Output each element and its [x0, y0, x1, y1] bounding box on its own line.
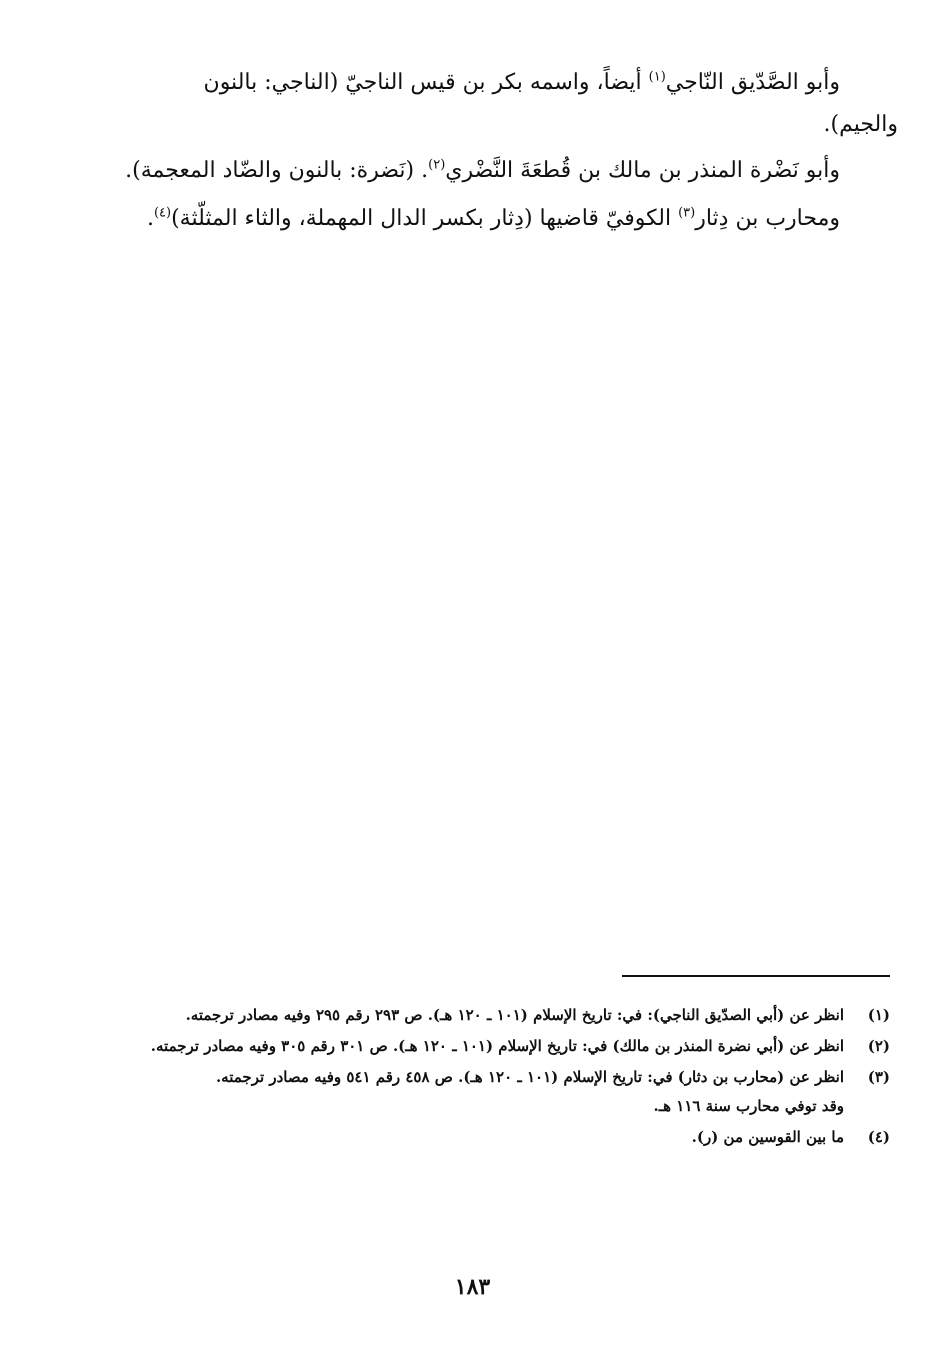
footnote-ref-4: (٤) — [153, 205, 172, 221]
footnotes — [88, 1002, 890, 1155]
footnote-text: انظر عن (محارب بن دثار) في: تاريخ الإسلام (١٠١ ـ ١٢٠ هـ). ص ٤٥٨ رقم ٥٤١ وفيه مصادر ترجمته. — [215, 1068, 844, 1086]
footnote-ref-1: (١) — [648, 69, 666, 85]
paragraph-abu-nadra — [92, 150, 898, 192]
footnote-ref-3: (٣) — [678, 205, 696, 221]
footnote-ref-2: (٢) — [428, 157, 446, 173]
footnote-number: (٣) — [867, 1068, 890, 1086]
para2-text-a: وأبو نَضْرة المنذر بن مالك بن قُطعَةَ النَّضْري — [445, 158, 840, 183]
para1-text-a: وأبو الصَّدّيق النّاجي — [665, 70, 840, 95]
footnote-extra-text: وقد توفي محارب سنة ١١٦ هـ. — [653, 1097, 844, 1115]
paragraph-abu-siddiq — [92, 62, 898, 146]
para3-text-c: . — [146, 206, 154, 231]
para3-text-b: الكوفيّ قاضيها (دِثار بكسر الدال المهملة، والثاء المثلّثة) — [171, 206, 679, 231]
footnote-item — [88, 1002, 890, 1029]
footnote-text: انظر عن (أبي الصدّيق الناجي): في: تاريخ الإسلام (١٠١ ـ ١٢٠ هـ). ص ٢٩٣ رقم ٢٩٥ وفيه مصادر ترجمته. — [185, 1006, 844, 1024]
footnote-text: انظر عن (أبي نضرة المنذر بن مالك) في: تاريخ الإسلام (١٠١ ـ ١٢٠ هـ). ص ٣٠١ رقم ٣٠٥ وفيه مصادر ترجمته. — [150, 1037, 844, 1055]
footnote-item — [88, 1124, 890, 1151]
paragraph-muharib — [92, 198, 898, 240]
footnote-text: ما بين القوسين من (ر). — [691, 1128, 844, 1146]
footnote-number: (١) — [867, 1006, 890, 1024]
page-number: ١٨٣ — [454, 1274, 491, 1300]
footnote-number: (٤) — [867, 1128, 890, 1146]
para1-text-c: والجيم). — [823, 112, 898, 137]
footnote-item — [88, 1033, 890, 1060]
para3-text-a: ومحارب بن دِثار — [695, 206, 840, 231]
footnote-separator — [622, 975, 890, 977]
footnote-item — [88, 1064, 890, 1091]
para2-text-b: . (نَضرة: بالنون والضّاد المعجمة). — [125, 158, 429, 183]
main-text — [92, 62, 898, 246]
para1-text-b: أيضاً، واسمه بكر بن قيس الناجيّ (الناجي: بالنون — [203, 70, 649, 95]
footnote-number: (٢) — [867, 1037, 890, 1055]
